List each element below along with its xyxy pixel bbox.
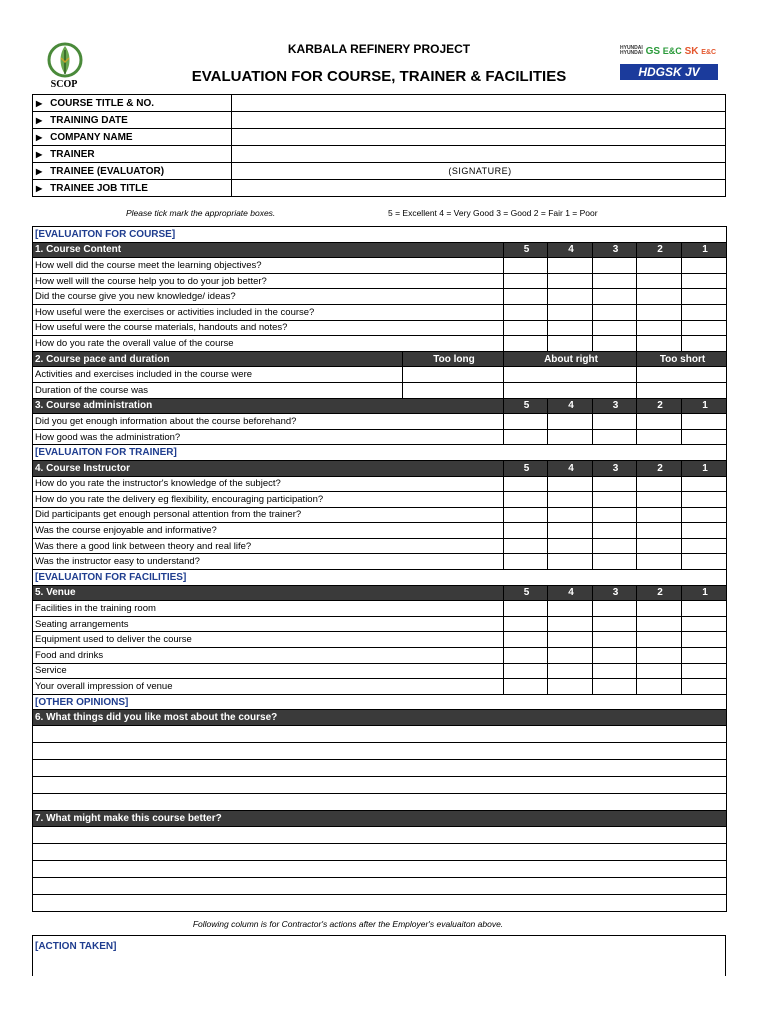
rating-row [33,601,727,617]
question-text: How well will the course help you to do your job better? [33,273,504,289]
question-text: Did participants get enough personal attention from the trainer? [33,507,504,523]
action-taken-box[interactable] [32,935,726,976]
trainee-job-title-field[interactable] [232,180,726,197]
hdgsk-logo [620,42,720,82]
rating-checkbox-5[interactable] [504,554,548,570]
rating-row [33,616,727,632]
question-text: How do you rate the instructor's knowledge of the subject? [33,476,504,492]
rating-checkbox-1[interactable] [682,679,727,695]
rating-checkbox-5[interactable] [504,414,548,430]
rating-checkbox-3[interactable] [593,663,637,679]
rating-checkbox-5[interactable] [504,273,548,289]
pace-option-too-long: Too long [403,351,504,367]
company-name-field[interactable] [232,129,726,146]
rating-checkbox-2[interactable] [637,304,682,320]
rating-checkbox-3[interactable] [593,632,637,648]
info-row [33,163,726,180]
rating-checkbox-1[interactable] [682,601,727,617]
opinions-section-heading [33,694,727,710]
rating-checkbox-3[interactable] [593,616,637,632]
rating-checkbox-4[interactable] [548,554,593,570]
rating-checkbox-5[interactable] [504,429,548,445]
rating-row [33,258,727,274]
rating-checkbox-5[interactable] [504,476,548,492]
question-text: Facilities in the training room [33,601,504,617]
course-pace-title: 2. Course pace and duration [33,351,403,367]
course-title-field[interactable] [232,95,726,112]
rating-checkbox-2[interactable] [637,663,682,679]
rating-header-5: 5 [504,585,548,601]
rating-row [33,414,727,430]
rating-checkbox-1[interactable] [682,273,727,289]
arrow-icon: ▶ [36,98,43,108]
rating-checkbox-2[interactable] [637,679,682,695]
rating-checkbox-3[interactable] [593,273,637,289]
rating-checkbox-4[interactable] [548,663,593,679]
course-section-heading-label: [EVALUAITON FOR COURSE] [33,227,727,243]
course-admin-header [33,398,727,414]
info-label: ▶ COURSE TITLE & NO. [33,95,232,112]
rating-row [33,679,727,695]
rating-checkbox-1[interactable] [682,632,727,648]
answer-line [33,826,727,843]
info-label: ▶ TRAINER [33,146,232,163]
rating-checkbox-1[interactable] [682,663,727,679]
answer-field[interactable] [33,794,727,811]
rating-row [33,336,727,352]
rating-checkbox-1[interactable] [682,320,727,336]
hyundai-mark: HYUNDAI HYUNDAI [620,45,643,57]
answer-field[interactable] [33,743,727,760]
rating-checkbox-1[interactable] [682,492,727,508]
rating-checkbox-4[interactable] [548,414,593,430]
question-text: Did the course give you new knowledge/ ideas? [33,289,504,305]
rating-checkbox-3[interactable] [593,554,637,570]
instructor-header [33,460,727,476]
course-content-header-title: 1. Course Content [33,242,504,258]
rating-checkbox-5[interactable] [504,663,548,679]
course-content-header [33,242,727,258]
rating-row [33,523,727,539]
rating-checkbox-2[interactable] [637,523,682,539]
rating-checkbox-5[interactable] [504,320,548,336]
arrow-icon: ▶ [36,115,43,125]
trainee-signature-field[interactable]: (SIGNATURE) [232,163,726,180]
rating-checkbox-3[interactable] [593,492,637,508]
rating-header-3: 3 [593,460,637,476]
rating-header-2: 2 [637,242,682,258]
rating-checkbox-1[interactable] [682,648,727,664]
q7-header [33,811,727,827]
rating-checkbox-4[interactable] [548,320,593,336]
answer-line [33,794,727,811]
rating-checkbox-3[interactable] [593,476,637,492]
rating-checkbox-5[interactable] [504,632,548,648]
question-text: Duration of the course was [33,382,403,398]
rating-checkbox-5[interactable] [504,616,548,632]
question-text: How good was the administration? [33,429,504,445]
rating-checkbox-2[interactable] [637,507,682,523]
answer-line [33,860,727,877]
rating-checkbox-2[interactable] [637,273,682,289]
rating-header-5: 5 [504,242,548,258]
rating-checkbox-4[interactable] [548,679,593,695]
rating-header-4: 4 [548,242,593,258]
rating-checkbox-2[interactable] [637,492,682,508]
rating-row [33,663,727,679]
rating-checkbox-5[interactable] [504,304,548,320]
rating-checkbox-4[interactable] [548,492,593,508]
rating-checkbox-5[interactable] [504,492,548,508]
rating-checkbox-4[interactable] [548,304,593,320]
rating-row [33,632,727,648]
pace-checkbox-too-long[interactable] [403,367,504,383]
evaluation-table [32,226,727,912]
rating-scale-legend: 5 = Excellent 4 = Very Good 3 = Good 2 = Fair 1 = Poor [388,208,598,218]
page-title: EVALUATION FOR COURSE, TRAINER & FACILITIES [191,68,567,85]
answer-field[interactable] [33,760,727,777]
rating-row [33,304,727,320]
rating-checkbox-2[interactable] [637,336,682,352]
answer-field[interactable] [33,843,727,860]
rating-checkbox-2[interactable] [637,554,682,570]
rating-row [33,289,727,305]
rating-checkbox-1[interactable] [682,336,727,352]
rating-header-4: 4 [548,460,593,476]
answer-field[interactable] [33,894,727,911]
facilities-section-heading-label: [EVALUAITON FOR FACILITIES] [33,570,727,586]
rating-checkbox-5[interactable] [504,679,548,695]
rating-checkbox-5[interactable] [504,601,548,617]
trainer-section-heading [33,445,727,461]
rating-checkbox-3[interactable] [593,507,637,523]
jv-partners [620,46,716,57]
rating-header-2: 2 [637,585,682,601]
training-date-field[interactable] [232,112,726,129]
rating-checkbox-5[interactable] [504,523,548,539]
question-text: Activities and exercises included in the course were [33,367,403,383]
answer-line [33,843,727,860]
rating-header-3: 3 [593,585,637,601]
rating-checkbox-2[interactable] [637,289,682,305]
pace-checkbox-about-right[interactable] [504,382,637,398]
rating-checkbox-4[interactable] [548,616,593,632]
answer-field[interactable] [33,877,727,894]
rating-checkbox-4[interactable] [548,273,593,289]
rating-row [33,554,727,570]
rating-checkbox-2[interactable] [637,648,682,664]
rating-checkbox-2[interactable] [637,258,682,274]
answer-line [33,726,727,743]
info-label: ▶ TRAINING DATE [33,112,232,129]
rating-checkbox-3[interactable] [593,320,637,336]
rating-row [33,320,727,336]
rating-checkbox-3[interactable] [593,258,637,274]
rating-checkbox-5[interactable] [504,258,548,274]
rating-checkbox-4[interactable] [548,523,593,539]
rating-checkbox-5[interactable] [504,289,548,305]
pace-checkbox-about-right[interactable] [504,367,637,383]
rating-header-4: 4 [548,585,593,601]
answer-field[interactable] [33,826,727,843]
venue-header [33,585,727,601]
question-text: Was the course enjoyable and informative? [33,523,504,539]
question-text: Service [33,663,504,679]
rating-checkbox-4[interactable] [548,336,593,352]
rating-checkbox-4[interactable] [548,258,593,274]
question-text: Did you get enough information about the course beforehand? [33,414,504,430]
question-text: How useful were the course materials, handouts and notes? [33,320,504,336]
pace-row [33,367,727,383]
pace-checkbox-too-long[interactable] [403,382,504,398]
pace-row [33,382,727,398]
rating-header-2: 2 [637,460,682,476]
rating-checkbox-2[interactable] [637,429,682,445]
rating-header-1: 1 [682,460,727,476]
rating-row [33,492,727,508]
info-label: ▶ TRAINEE (EVALUATOR) [33,163,232,180]
rating-checkbox-1[interactable] [682,523,727,539]
q6-header [33,710,727,726]
answer-line [33,760,727,777]
rating-checkbox-2[interactable] [637,601,682,617]
rating-checkbox-4[interactable] [548,538,593,554]
pace-checkbox-too-short[interactable] [637,367,727,383]
q7-header-title: 7. What might make this course better? [33,811,727,827]
course-pace-header [33,351,727,367]
rating-header-3: 3 [593,242,637,258]
rating-checkbox-4[interactable] [548,476,593,492]
venue-header-title: 5. Venue [33,585,504,601]
rating-checkbox-3[interactable] [593,523,637,539]
rating-checkbox-5[interactable] [504,507,548,523]
jv-badge: HDGSK JV [620,64,718,80]
rating-header-5: 5 [504,398,548,414]
answer-line [33,777,727,794]
gs-mark: GS [645,46,661,57]
q6-header-title: 6. What things did you like most about the course? [33,710,727,726]
answer-line [33,743,727,760]
question-text: Your overall impression of venue [33,679,504,695]
rating-header-4: 4 [548,398,593,414]
question-text: How do you rate the overall value of the course [33,336,504,352]
rating-row [33,476,727,492]
rating-checkbox-1[interactable] [682,289,727,305]
question-text: Equipment used to deliver the course [33,632,504,648]
info-row [33,129,726,146]
rating-checkbox-3[interactable] [593,648,637,664]
rating-row [33,648,727,664]
rating-row [33,273,727,289]
course-info-table [32,94,726,197]
answer-line [33,894,727,911]
opinions-section-heading-label: [OTHER OPINIONS] [33,694,727,710]
question-text: Seating arrangements [33,616,504,632]
rating-header-1: 1 [682,585,727,601]
rating-checkbox-2[interactable] [637,538,682,554]
question-text: Food and drinks [33,648,504,664]
rating-row [33,538,727,554]
rating-checkbox-1[interactable] [682,258,727,274]
rating-checkbox-3[interactable] [593,601,637,617]
question-text: Was there a good link between theory and real life? [33,538,504,554]
answer-field[interactable] [33,777,727,794]
rating-checkbox-1[interactable] [682,538,727,554]
rating-header-1: 1 [682,398,727,414]
rating-header-3: 3 [593,398,637,414]
sk-ec-mark: E&C [701,49,717,56]
rating-checkbox-3[interactable] [593,414,637,430]
rating-checkbox-1[interactable] [682,476,727,492]
info-row [33,112,726,129]
trainer-section-heading-label: [EVALUAITON FOR TRAINER] [33,445,727,461]
rating-checkbox-4[interactable] [548,429,593,445]
rating-checkbox-4[interactable] [548,289,593,305]
rating-checkbox-4[interactable] [548,507,593,523]
rating-checkbox-1[interactable] [682,616,727,632]
rating-checkbox-3[interactable] [593,679,637,695]
rating-checkbox-1[interactable] [682,507,727,523]
rating-checkbox-1[interactable] [682,554,727,570]
rating-header-5: 5 [504,460,548,476]
rating-checkbox-2[interactable] [637,414,682,430]
rating-checkbox-3[interactable] [593,336,637,352]
rating-checkbox-2[interactable] [637,616,682,632]
question-text: How useful were the exercises or activities included in the course? [33,304,504,320]
rating-row [33,429,727,445]
rating-checkbox-1[interactable] [682,304,727,320]
answer-field[interactable] [33,860,727,877]
info-row [33,146,726,163]
question-text: How do you rate the delivery eg flexibility, encouraging participation? [33,492,504,508]
rating-checkbox-2[interactable] [637,476,682,492]
rating-checkbox-3[interactable] [593,304,637,320]
rating-checkbox-1[interactable] [682,414,727,430]
rating-checkbox-3[interactable] [593,538,637,554]
arrow-icon: ▶ [36,132,43,142]
rating-header-2: 2 [637,398,682,414]
contractor-note: Following column is for Contractor's actions after the Employer's evaluaiton above. [192,919,504,929]
rating-checkbox-4[interactable] [548,632,593,648]
info-label: ▶ TRAINEE JOB TITLE [33,180,232,197]
action-taken-label: [ACTION TAKEN] [35,941,117,952]
project-title: KARBALA REFINERY PROJECT [287,42,471,56]
rating-checkbox-2[interactable] [637,632,682,648]
pace-option-about-right: About right [504,351,637,367]
info-label: ▶ COMPANY NAME [33,129,232,146]
question-text: Was the instructor easy to understand? [33,554,504,570]
rating-checkbox-5[interactable] [504,336,548,352]
rating-row [33,507,727,523]
scop-logo-text: SCOP [50,79,78,90]
pace-option-too-short: Too short [637,351,727,367]
question-text: How well did the course meet the learning objectives? [33,258,504,274]
rating-checkbox-4[interactable] [548,601,593,617]
rating-checkbox-5[interactable] [504,648,548,664]
sk-mark: SK [684,46,699,57]
instructor-header-title: 4. Course Instructor [33,460,504,476]
answer-field[interactable] [33,726,727,743]
info-row [33,180,726,197]
rating-header-1: 1 [682,242,727,258]
rating-checkbox-3[interactable] [593,289,637,305]
facilities-section-heading [33,570,727,586]
course-admin-header-title: 3. Course administration [33,398,504,414]
arrow-icon: ▶ [36,166,43,176]
gs-ec-mark: E&C [662,46,682,56]
rating-checkbox-1[interactable] [682,429,727,445]
rating-checkbox-4[interactable] [548,648,593,664]
arrow-icon: ▶ [36,149,43,159]
rating-checkbox-3[interactable] [593,429,637,445]
course-section-heading [33,227,727,243]
info-row [33,95,726,112]
tick-instruction: Please tick mark the appropriate boxes. [126,208,276,218]
answer-line [33,877,727,894]
pace-checkbox-too-short[interactable] [637,382,727,398]
arrow-icon: ▶ [36,183,43,193]
rating-checkbox-2[interactable] [637,320,682,336]
rating-checkbox-5[interactable] [504,538,548,554]
trainer-field[interactable] [232,146,726,163]
